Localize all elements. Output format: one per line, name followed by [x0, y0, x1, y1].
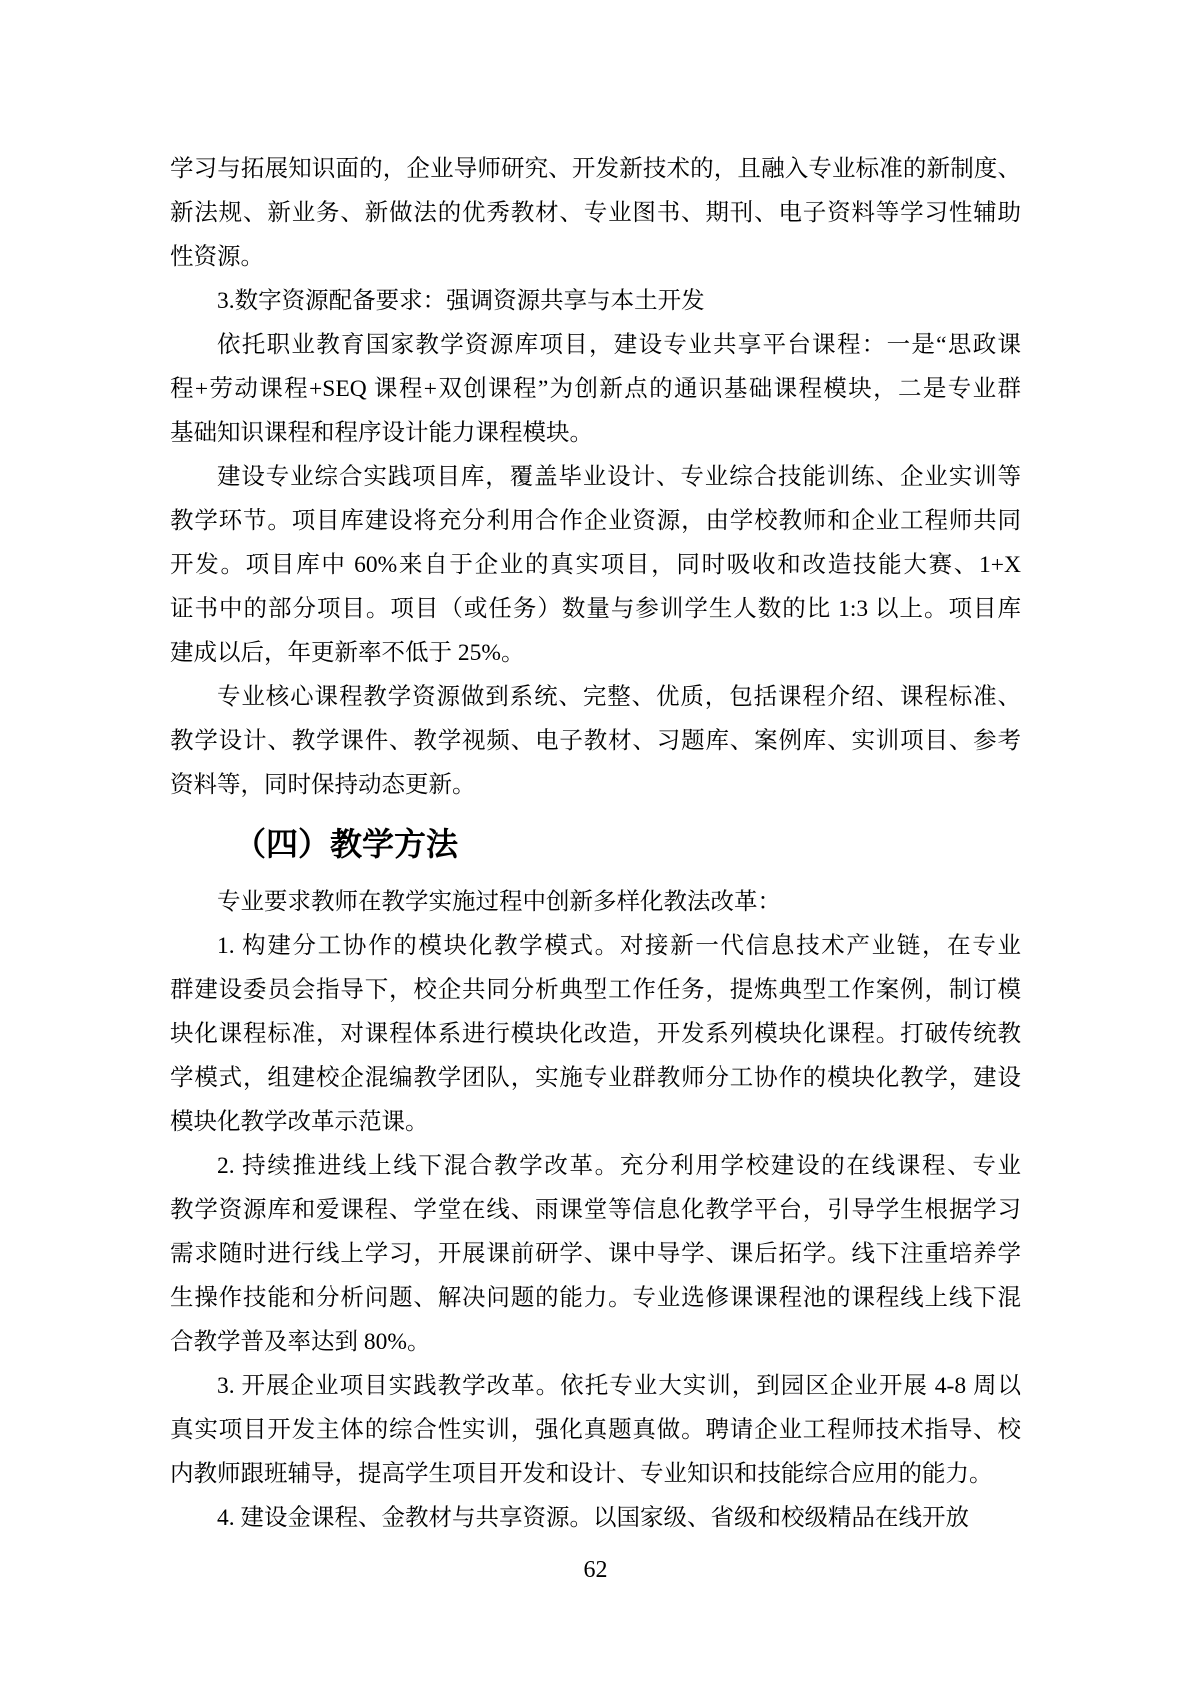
paragraph — [170, 147, 1021, 279]
text-line: 专业要求教师在教学实施过程中创新多样化教法改革： — [217, 889, 781, 915]
text-line: 3.数字资源配备要求：强调资源共享与本土开发 — [217, 288, 705, 314]
text-line: 生操作技能和分析问题、解决问题的能力。专业选修课课程池的课程线上线下混 — [170, 1285, 1021, 1311]
paragraph — [170, 1364, 1021, 1496]
paragraph — [170, 675, 1021, 807]
paragraph — [170, 1144, 1021, 1364]
text-line: 教学环节。项目库建设将充分利用合作企业资源，由学校教师和企业工程师共同 — [170, 508, 1021, 534]
text-line: 4. 建设金课程、金教材与共享资源。以国家级、省级和校级精品在线开放 — [217, 1505, 969, 1531]
paragraph — [170, 1496, 1021, 1540]
text-line: 内教师跟班辅导，提高学生项目开发和设计、专业知识和技能综合应用的能力。 — [170, 1461, 993, 1487]
text-line: 程+劳动课程+SEQ 课程+双创课程”为创新点的通识基础课程模块，二是专业群 — [170, 376, 1021, 402]
text-line: 建成以后，年更新率不低于 25%。 — [170, 640, 525, 666]
text-line: 3. 开展企业项目实践教学改革。依托专业大实训，到园区企业开展 4-8 周以 — [217, 1373, 1021, 1399]
text-line: 1. 构建分工协作的模块化教学模式。对接新一代信息技术产业链，在专业 — [217, 933, 1021, 959]
text-line: 块化课程标准，对课程体系进行模块化改造，开发系列模块化课程。打破传统教 — [170, 1021, 1021, 1047]
paragraph — [170, 455, 1021, 675]
text-line: 依托职业教育国家教学资源库项目，建设专业共享平台课程：一是“思政课 — [217, 332, 1021, 358]
text-line: 教学设计、教学课件、教学视频、电子教材、习题库、案例库、实训项目、参考 — [170, 728, 1021, 754]
text-line: 真实项目开发主体的综合性实训，强化真题真做。聘请企业工程师技术指导、校 — [170, 1417, 1021, 1443]
text-line: 学习与拓展知识面的，企业导师研究、开发新技术的，且融入专业标准的新制度、 — [170, 156, 1021, 182]
page-footer — [0, 1556, 1191, 1584]
text-line: 建设专业综合实践项目库，覆盖毕业设计、专业综合技能训练、企业实训等 — [217, 464, 1021, 490]
text-line: 合教学普及率达到 80%。 — [170, 1329, 431, 1355]
text-line: 证书中的部分项目。项目（或任务）数量与参训学生人数的比 1:3 以上。项目库 — [170, 596, 1021, 622]
text-line: 开发。项目库中 60%来自于企业的真实项目，同时吸收和改造技能大赛、1+X — [170, 552, 1021, 578]
paragraph — [170, 323, 1021, 455]
text-line: 群建设委员会指导下，校企共同分析典型工作任务，提炼典型工作案例，制订模 — [170, 977, 1021, 1003]
paragraph — [170, 924, 1021, 1144]
text-line: 性资源。 — [170, 244, 264, 270]
page-number: 62 — [583, 1557, 608, 1583]
paragraph — [170, 279, 1021, 323]
text-line: 新法规、新业务、新做法的优秀教材、专业图书、期刊、电子资料等学习性辅助 — [170, 200, 1021, 226]
paragraph — [170, 880, 1021, 924]
text-line: （四）教学方法 — [234, 826, 459, 862]
text-line: 学模式，组建校企混编教学团队，实施专业群教师分工协作的模块化教学，建设 — [170, 1065, 1021, 1091]
document-body — [170, 147, 1021, 1540]
text-line: 2. 持续推进线上线下混合教学改革。充分利用学校建设的在线课程、专业 — [217, 1153, 1021, 1179]
text-line: 基础知识课程和程序设计能力课程模块。 — [170, 420, 593, 446]
text-line: 需求随时进行线上学习，开展课前研学、课中导学、课后拓学。线下注重培养学 — [170, 1241, 1021, 1267]
text-line: 专业核心课程教学资源做到系统、完整、优质，包括课程介绍、课程标准、 — [217, 684, 1021, 710]
text-line: 模块化教学改革示范课。 — [170, 1109, 429, 1135]
text-line: 资料等，同时保持动态更新。 — [170, 772, 476, 798]
text-line: 教学资源库和爱课程、学堂在线、雨课堂等信息化教学平台，引导学生根据学习 — [170, 1197, 1021, 1223]
section-heading — [170, 816, 1021, 872]
